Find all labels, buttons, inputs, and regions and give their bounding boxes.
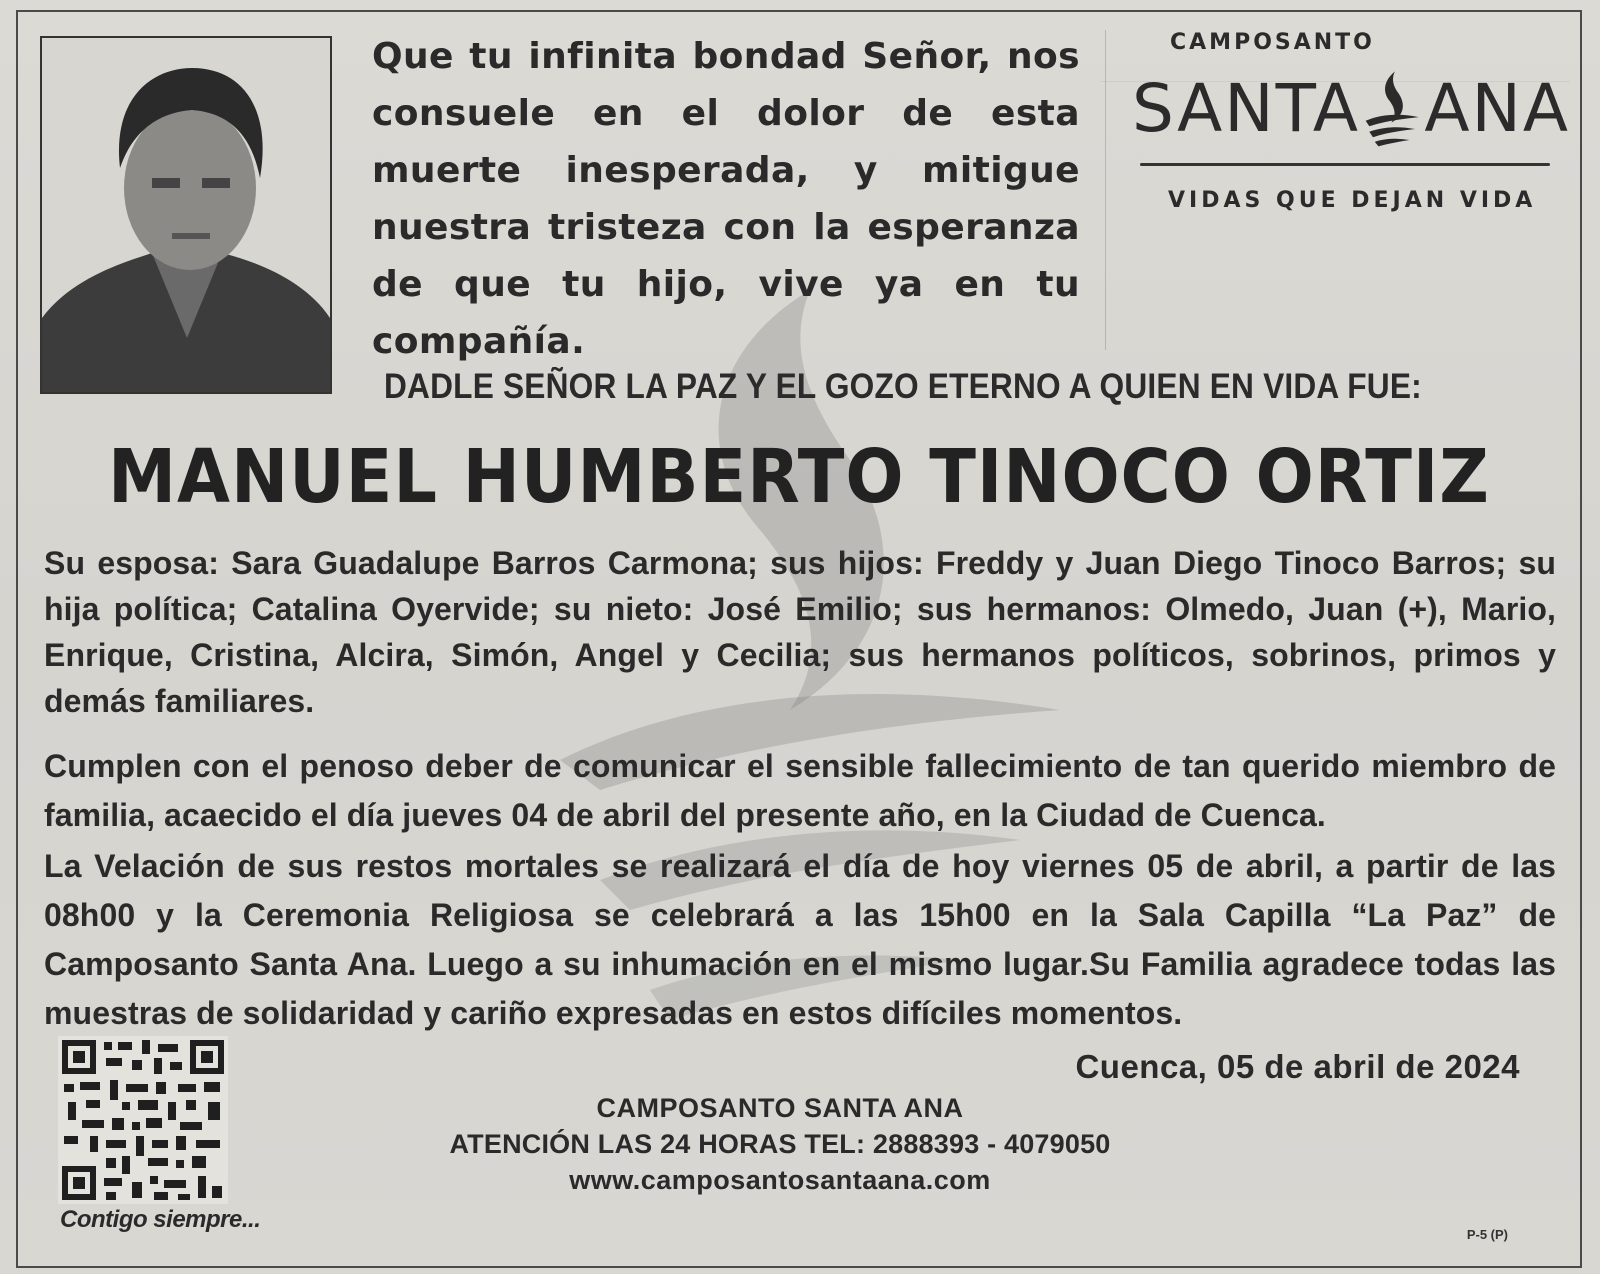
brand-name — [1132, 63, 1570, 153]
footer-website: www.camposantosantaana.com — [569, 1165, 991, 1195]
prayer-text: Que tu infinita bondad Señor, nos consuele en el dolor de esta muerte inesperada, y mitigue nuestra tristeza con la esperanza de que tu hijo, vive ya en tu compañía. — [372, 36, 1080, 362]
ceremony-paragraph: La Velación de sus restos mortales se realizará el día de hoy viernes 05 de abril, a partir de las 08h00 y la Ceremonia Religiosa se celebrará a las 15h00 en la Sala Capilla “La Paz” de Camposanto Santa Ana. Luego a su inhumación en el mismo lugar.Su Familia agradece todas las muestras de solidaridad y cariño expresadas en estos difíciles momentos. — [44, 848, 1556, 1031]
slogan: Contigo siempre... — [60, 1206, 261, 1233]
footer-company-name: CAMPOSANTO SANTA ANA — [596, 1093, 964, 1123]
qr-code-icon — [58, 1036, 228, 1204]
page-code: P-5 (P) — [1466, 1227, 1508, 1242]
brand-divider — [1140, 163, 1550, 166]
brand-logo — [1132, 30, 1570, 213]
announcement-paragraph: Cumplen con el penoso deber de comunicar el sensible fallecimiento de tan querido miembro de familia, acaecido el día jueves 04 de abril del presente año, en la Ciudad de Cuenca. — [44, 748, 1556, 833]
brand-name-left: SANTA — [1132, 69, 1360, 147]
deceased-name: MANUEL HUMBERTO TINOCO ORTIZ — [108, 434, 1490, 520]
brand-top-label: CAMPOSANTO — [1170, 30, 1375, 55]
flame-logo-icon — [1362, 64, 1422, 152]
deceased-portrait — [40, 36, 332, 394]
brand-tagline: VIDAS QUE DEJAN VIDA — [1168, 188, 1537, 213]
footer-phone: ATENCIÓN LAS 24 HORAS TEL: 2888393 - 4079050 — [449, 1129, 1111, 1159]
footer-contact — [400, 1090, 1160, 1198]
lead-line: DADLE SEÑOR LA PAZ Y EL GOZO ETERNO A QUIEN EN VIDA FUE: — [384, 367, 1422, 406]
brand-name-right: ANA — [1424, 69, 1570, 147]
dateline: Cuenca, 05 de abril de 2024 — [1075, 1048, 1520, 1085]
family-paragraph: Su esposa: Sara Guadalupe Barros Carmona; sus hijos: Freddy y Juan Diego Tinoco Barros; su hija política; Catalina Oyervide; su nieto: José Emilio; sus hermanos: Olmedo, Juan (+), Mario, Enrique, Cristina, Alcira, Simón, Angel y Cecilia; sus hermanos políticos, sobrinos, primos y demás familiares. — [44, 545, 1556, 719]
